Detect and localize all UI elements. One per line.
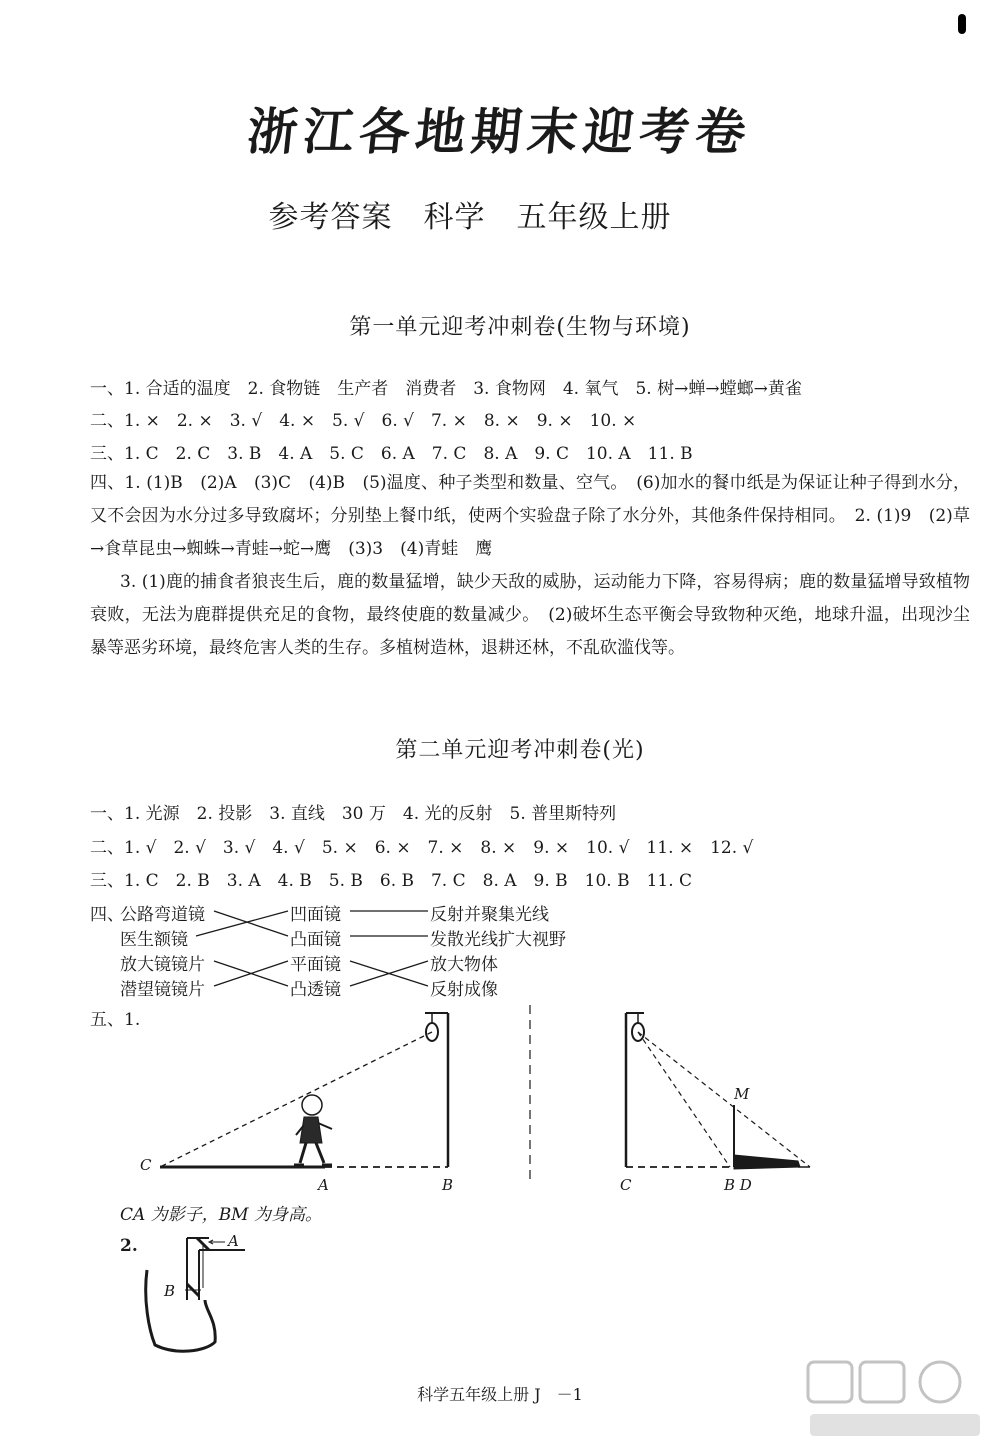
unit1-q4-part2: 3. (1)鹿的捕食者狼丧生后，鹿的数量猛增，缺少天敌的威胁，运动能力下降，容易得病；鹿的数量猛增导致植物衰败，无法为鹿群提供充足的食物，最终使鹿的数量减少。 (2)破坏生态平衡会导致物种灭绝，地球升温，出现沙尘暴等恶劣环境，最终危害人类的生存。多植树造林，退耕还林，不乱砍滥伐等。 (90, 572, 970, 658)
figure-divider (525, 1005, 535, 1185)
fig1-label-c: C (140, 1156, 152, 1174)
page-footer: 科学五年级上册 J －1 (417, 1385, 583, 1404)
match-left-1: 公路弯道镜 (120, 905, 205, 925)
watermark-logo-icon (800, 1356, 990, 1444)
unit1-q1: 一、1. 合适的温度 2. 食物链 生产者 消费者 3. 食物网 4. 氧气 5. 树→蝉→螳螂→黄雀 (90, 379, 802, 399)
match-mid-3: 平面镜 (290, 955, 341, 975)
unit1-q4-part1: 四、1. (1)B (2)A (3)C (4)B (5)温度、种子类型和数量、空气。 (6)加水的餐巾纸是为保证让种子得到水分，又不会因为水分过多导致腐坏；分别垫上餐巾纸，使两个实验盘子除了水分外，其他条件保持相同。 2. (1)9 (2)草→食草昆虫→蜘蛛→青蛙→蛇→鹰 (3)3 (4)青蛙 鹰 (90, 473, 970, 559)
unit2-q3: 三、1. C 2. B 3. A 4. B 5. B 6. B 7. C 8. A 9. B 10. B 11. C (90, 871, 693, 891)
shadow-figure-2 (610, 1005, 820, 1180)
match-right-4: 反射成像 (430, 980, 498, 1000)
fig3-label-b: B (164, 1282, 176, 1300)
match-mid-2: 凸面镜 (290, 930, 341, 950)
match-mid-1: 凹面镜 (290, 905, 341, 925)
fig2-label-c: C (620, 1176, 632, 1194)
shadow-figure-1 (140, 1005, 470, 1190)
page-title: 浙江各地期末迎考卷 (244, 103, 755, 161)
page-subtitle: 参考答案 科学 五年级上册 (268, 200, 672, 235)
unit2-q5-2-label: 2. (120, 1236, 138, 1256)
fig1-label-b: B (442, 1176, 454, 1194)
fig1-label-a: A (318, 1176, 329, 1194)
unit2-q5-label: 五、1. (90, 1010, 141, 1030)
unit1-heading: 第一单元迎考冲刺卷(生物与环境) (349, 315, 691, 340)
fig2-label-bd: B D (724, 1176, 752, 1194)
unit2-q2: 二、1. √ 2. √ 3. √ 4. √ 5. × 6. × 7. × 8. × 9. × 10. √ 11. × 12. √ (90, 838, 754, 858)
match-left-3: 放大镜镜片 (120, 955, 205, 975)
fig3-label-a: A (228, 1232, 239, 1250)
unit2-q4-prefix: 四、 (90, 905, 124, 925)
match-right-2: 发散光线扩大视野 (430, 930, 566, 950)
match-right-3: 放大物体 (430, 955, 498, 975)
figure-caption: CA 为影子，BM 为身高。 (120, 1205, 322, 1225)
match-right-1: 反射并聚集光线 (430, 905, 549, 925)
unit1-q2: 二、1. × 2. × 3. √ 4. × 5. √ 6. √ 7. × 8. × 9. × 10. × (90, 411, 637, 431)
unit1-q3: 三、1. C 2. C 3. B 4. A 5. C 6. A 7. C 8. A 9. C 10. A 11. B (90, 444, 693, 464)
periscope-figure (135, 1230, 265, 1360)
match-left-2: 医生额镜 (120, 930, 188, 950)
unit2-heading: 第二单元迎考冲刺卷(光) (395, 738, 645, 763)
unit2-q1: 一、1. 光源 2. 投影 3. 直线 30 万 4. 光的反射 5. 普里斯特列 (90, 804, 617, 824)
fig2-label-m: M (734, 1085, 750, 1103)
match-mid-4: 凸透镜 (290, 980, 341, 1000)
match-left-4: 潜望镜镜片 (120, 980, 205, 1000)
